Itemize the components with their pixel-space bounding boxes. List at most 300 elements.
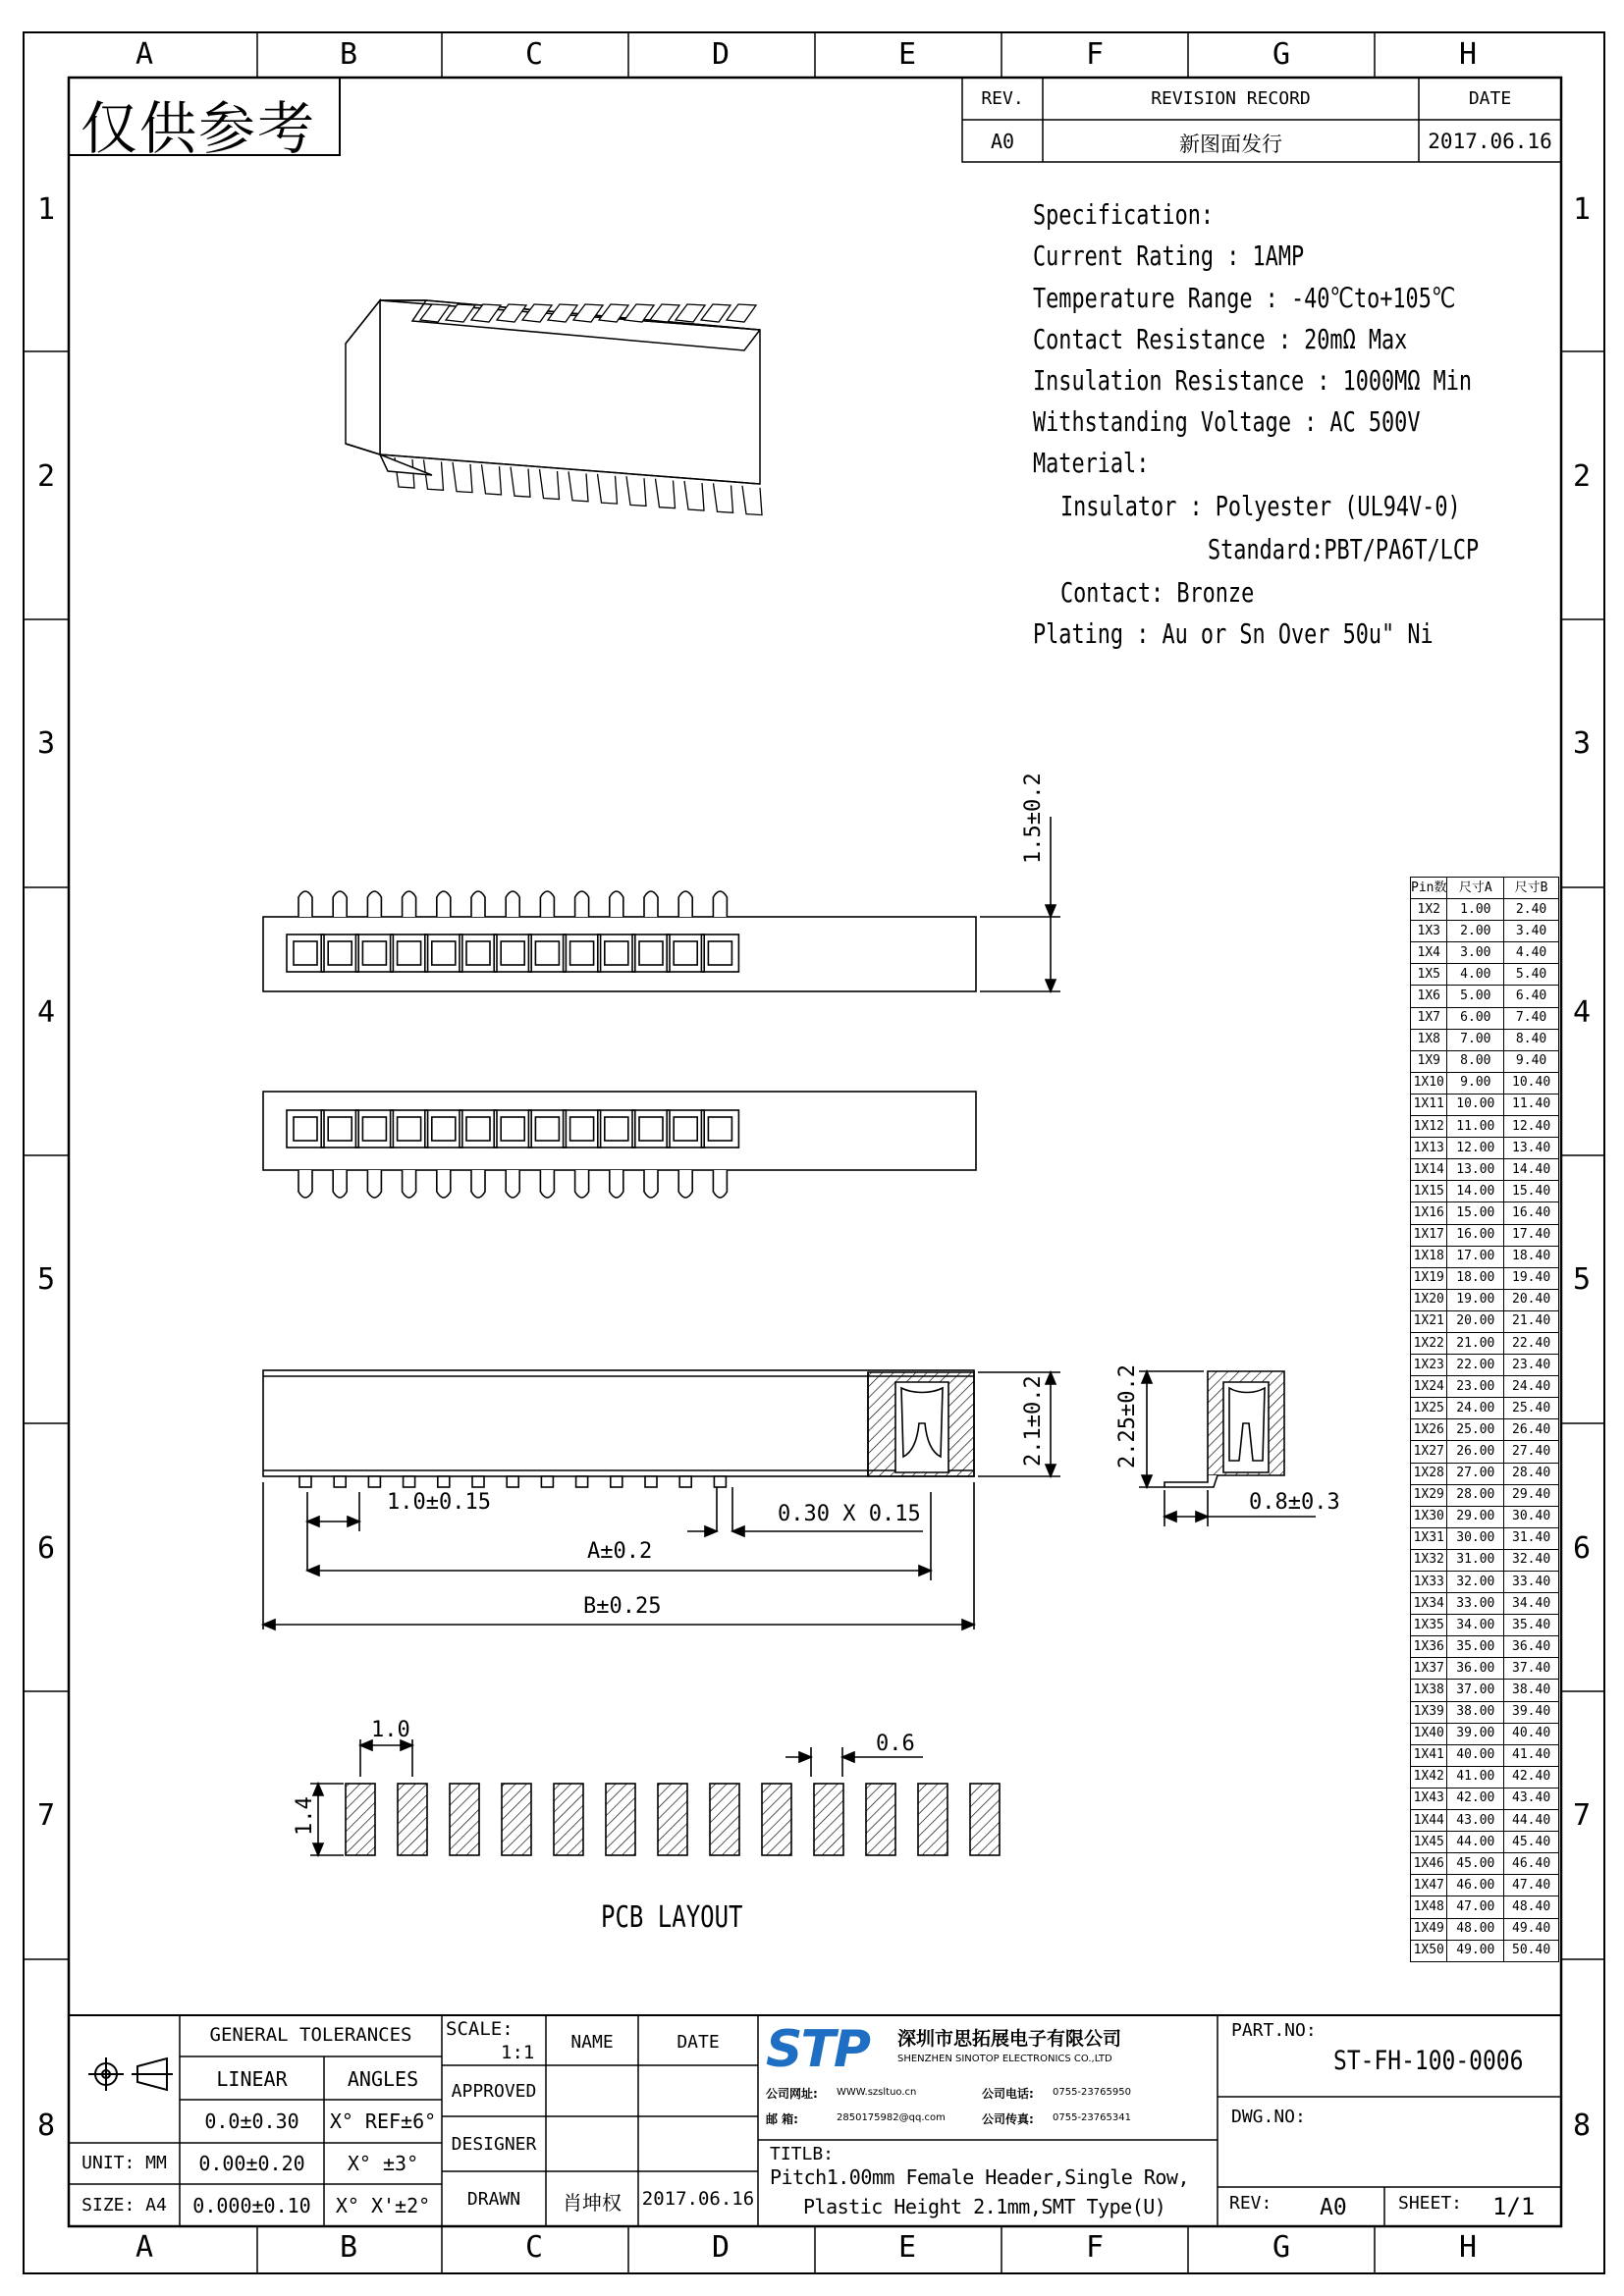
- pin-tail: [540, 1170, 554, 1198]
- smt-pin: [334, 1476, 346, 1487]
- iso-leg: [598, 474, 618, 504]
- col-label: A: [135, 2230, 154, 2265]
- table-cell-size-b: 22.40: [1504, 1332, 1559, 1354]
- iso-slot: [650, 304, 679, 322]
- table-cell-size-a: 14.00: [1447, 1181, 1504, 1202]
- dim-pitch: 1.0±0.15: [387, 1490, 491, 1515]
- row-label: 3: [1573, 726, 1592, 761]
- row-label: 3: [37, 726, 56, 761]
- table-cell-size-a: 7.00: [1447, 1029, 1504, 1050]
- smt-pin: [714, 1476, 726, 1487]
- table-cell-size-a: 32.00: [1447, 1572, 1504, 1593]
- table-cell-pins: 1X25: [1411, 1398, 1447, 1419]
- cavity-outer: [494, 934, 531, 972]
- cavity-inner: [605, 1117, 628, 1141]
- table-cell-pins: 1X10: [1411, 1072, 1447, 1094]
- pin-tail: [471, 891, 485, 917]
- iso-leg: [482, 464, 502, 495]
- smt-pin: [576, 1476, 588, 1487]
- col-label: B: [340, 37, 358, 72]
- table-cell-pins: 1X3: [1411, 921, 1447, 942]
- table-cell-size-b: 40.40: [1504, 1723, 1559, 1744]
- table-row: [1411, 1680, 1559, 1701]
- general-tolerances-label: GENERAL TOLERANCES: [209, 2024, 412, 2046]
- title-label: TITLB:: [770, 2144, 835, 2164]
- table-cell-pins: 1X23: [1411, 1355, 1447, 1376]
- table-cell-size-b: 8.40: [1504, 1029, 1559, 1050]
- col-label: C: [525, 37, 544, 72]
- angle-tol-1: X° REF±6°: [329, 2109, 437, 2133]
- pin-tail: [471, 1170, 485, 1198]
- iso-leg: [626, 476, 646, 506]
- table-cell-pins: 1X27: [1411, 1441, 1447, 1463]
- cavity-outer: [355, 934, 393, 972]
- smt-pin: [368, 1476, 380, 1487]
- col-label: E: [898, 2230, 917, 2265]
- table-cell-size-b: 9.40: [1504, 1050, 1559, 1072]
- pin-tail: [678, 1170, 692, 1198]
- cavity-inner: [362, 1117, 386, 1141]
- table-row: [1411, 1832, 1559, 1853]
- table-cell-size-b: 44.40: [1504, 1810, 1559, 1832]
- table-cell-size-a: 19.00: [1447, 1289, 1504, 1310]
- row-label: 5: [1573, 1262, 1592, 1297]
- table-cell-size-a: 43.00: [1447, 1810, 1504, 1832]
- cavity-outer: [425, 934, 462, 972]
- table-row: [1411, 1376, 1559, 1398]
- cavity-inner: [466, 941, 490, 965]
- table-cell-pins: 1X36: [1411, 1636, 1447, 1658]
- table-cell-pins: 1X46: [1411, 1853, 1447, 1875]
- cavity-inner: [535, 941, 559, 965]
- cavity-inner: [639, 941, 663, 965]
- cavity-outer: [528, 934, 566, 972]
- pin-dimension-table: [1410, 877, 1559, 1962]
- cavity-inner: [328, 941, 352, 965]
- table-cell-size-b: 18.40: [1504, 1246, 1559, 1267]
- table-cell-size-b: 30.40: [1504, 1506, 1559, 1527]
- cavity-outer: [598, 934, 635, 972]
- table-row: [1411, 986, 1559, 1007]
- table-row: [1411, 1766, 1559, 1788]
- cavity-outer: [632, 1110, 670, 1148]
- table-cell-size-a: 26.00: [1447, 1441, 1504, 1463]
- dim-b: B±0.25: [583, 1594, 662, 1619]
- cavity-inner: [294, 941, 317, 965]
- table-cell-pins: 1X7: [1411, 1007, 1447, 1029]
- row-label: 5: [37, 1262, 56, 1297]
- fax-value: 0755-23765341: [1053, 2112, 1131, 2123]
- cavity-inner: [294, 1117, 317, 1141]
- pin-tail: [403, 1170, 416, 1198]
- table-cell-size-b: 31.40: [1504, 1527, 1559, 1549]
- table-cell-size-a: 33.00: [1447, 1593, 1504, 1615]
- table-cell-size-a: 2.00: [1447, 921, 1504, 942]
- table-row: [1411, 1549, 1559, 1571]
- table-row: [1411, 1332, 1559, 1354]
- angle-tol-3: X° X'±2°: [335, 2194, 431, 2217]
- cavity-inner: [398, 1117, 421, 1141]
- table-cell-pins: 1X4: [1411, 942, 1447, 964]
- table-cell-size-b: 35.40: [1504, 1615, 1559, 1636]
- table-cell-pins: 1X47: [1411, 1875, 1447, 1896]
- cavity-inner: [674, 1117, 697, 1141]
- pcb-pad: [450, 1784, 479, 1855]
- table-cell-pins: 1X50: [1411, 1940, 1447, 1961]
- row-label: 4: [1573, 995, 1592, 1030]
- table-row: [1411, 1572, 1559, 1593]
- rev-header: REV.: [981, 88, 1024, 109]
- table-row: [1411, 1419, 1559, 1441]
- spec-plating: Plating : Au or Sn Over 50u" Ni: [1033, 617, 1434, 650]
- table-row: [1411, 1593, 1559, 1615]
- table-cell-size-a: 27.00: [1447, 1463, 1504, 1484]
- rev-label: REV:: [1229, 2193, 1272, 2214]
- cavity-inner: [466, 1117, 490, 1141]
- row-label: 2: [1573, 459, 1592, 494]
- table-cell-size-b: 11.40: [1504, 1094, 1559, 1115]
- table-cell-size-a: 23.00: [1447, 1376, 1504, 1398]
- pin-tail: [506, 1170, 519, 1198]
- table-cell-size-b: 16.40: [1504, 1202, 1559, 1224]
- spec-insulation: Insulation Resistance : 1000MΩ Min: [1033, 364, 1473, 397]
- pin-tail: [298, 891, 312, 917]
- cavity-outer: [321, 1110, 358, 1148]
- pcb-pad: [398, 1784, 427, 1855]
- table-cell-pins: 1X30: [1411, 1506, 1447, 1527]
- dim-pin-size: 0.30 X 0.15: [778, 1502, 921, 1526]
- col-label: H: [1459, 2230, 1478, 2265]
- dim-top-height: 1.5±0.2: [1021, 773, 1046, 864]
- table-cell-size-b: 46.40: [1504, 1853, 1559, 1875]
- table-cell-size-b: 21.40: [1504, 1310, 1559, 1332]
- row-label: 8: [37, 2109, 56, 2143]
- cavity-inner: [708, 941, 731, 965]
- table-cell-size-a: 30.00: [1447, 1527, 1504, 1549]
- cavity-outer: [321, 934, 358, 972]
- table-cell-size-b: 29.40: [1504, 1484, 1559, 1506]
- table-cell-pins: 1X43: [1411, 1788, 1447, 1809]
- table-cell-pins: 1X16: [1411, 1202, 1447, 1224]
- table-cell-size-b: 33.40: [1504, 1572, 1559, 1593]
- pcb-pad: [814, 1784, 843, 1855]
- cavity-outer: [564, 934, 601, 972]
- table-cell-pins: 1X26: [1411, 1419, 1447, 1441]
- row-label: 2: [37, 459, 56, 494]
- table-cell-size-a: 38.00: [1447, 1701, 1504, 1723]
- table-cell-pins: 1X28: [1411, 1463, 1447, 1484]
- drawn-name: 肖坤权: [563, 2191, 622, 2215]
- table-cell-size-b: 25.40: [1504, 1398, 1559, 1419]
- smt-pin: [438, 1476, 450, 1487]
- table-row: [1411, 1918, 1559, 1940]
- table-cell-pins: 1X6: [1411, 986, 1447, 1007]
- fax-label: 公司传真:: [982, 2112, 1034, 2126]
- spec-material: Material:: [1033, 447, 1150, 479]
- table-cell-size-b: 24.40: [1504, 1376, 1559, 1398]
- smt-pin: [472, 1476, 484, 1487]
- col-label: F: [1086, 37, 1105, 72]
- pcb-pad: [762, 1784, 791, 1855]
- table-cell-size-a: 22.00: [1447, 1355, 1504, 1376]
- smt-pin: [507, 1476, 518, 1487]
- row-label: 6: [37, 1531, 56, 1566]
- col-label: B: [340, 2230, 358, 2265]
- cavity-outer: [460, 934, 497, 972]
- row-label: 1: [1573, 192, 1592, 227]
- table-cell-size-b: 42.40: [1504, 1766, 1559, 1788]
- pin-tail: [713, 1170, 727, 1198]
- table-cell-size-a: 4.00: [1447, 964, 1504, 986]
- table-cell-size-a: 46.00: [1447, 1875, 1504, 1896]
- table-cell-size-a: 42.00: [1447, 1788, 1504, 1809]
- dim-pcb-pitch: 1.0: [371, 1718, 410, 1742]
- spec-standard: Standard:PBT/PA6T/LCP: [1208, 533, 1480, 565]
- table-cell-size-b: 15.40: [1504, 1181, 1559, 1202]
- table-row: [1411, 1853, 1559, 1875]
- table-cell-size-a: 8.00: [1447, 1050, 1504, 1072]
- dim-body-height: 2.1±0.2: [1021, 1375, 1046, 1467]
- pcb-layout: [310, 1739, 1000, 1855]
- table-cell-size-b: 5.40: [1504, 964, 1559, 986]
- table-row: [1411, 964, 1559, 986]
- row-label: 1: [37, 192, 56, 227]
- designer-label: DESIGNER: [451, 2134, 537, 2155]
- pin-tail: [367, 891, 381, 917]
- table-row: [1411, 921, 1559, 942]
- iso-leg: [684, 481, 704, 510]
- title-line-1: Pitch1.00mm Female Header,Single Row,: [770, 2165, 1190, 2189]
- table-cell-pins: 1X12: [1411, 1116, 1447, 1138]
- cavity-outer: [287, 1110, 324, 1148]
- spec-voltage: Withstanding Voltage : AC 500V: [1033, 405, 1421, 438]
- col-label: D: [712, 2230, 731, 2265]
- col-label: C: [525, 2230, 544, 2265]
- table-cell-size-b: 41.40: [1504, 1744, 1559, 1766]
- cavity-inner: [570, 1117, 594, 1141]
- dim-pcb-height: 1.4: [293, 1796, 317, 1836]
- table-cell-pins: 1X39: [1411, 1701, 1447, 1723]
- cavity-outer: [355, 1110, 393, 1148]
- linear-tol-1: 0.0±0.30: [204, 2109, 299, 2133]
- cavity-inner: [432, 941, 456, 965]
- cavity-outer: [667, 934, 704, 972]
- table-cell-size-a: 34.00: [1447, 1615, 1504, 1636]
- col-label: E: [898, 37, 917, 72]
- drawn-date: 2017.06.16: [641, 2188, 755, 2210]
- table-cell-size-b: 48.40: [1504, 1896, 1559, 1918]
- table-cell-size-b: 4.40: [1504, 942, 1559, 964]
- cavity-outer: [494, 1110, 531, 1148]
- table-cell-size-a: 15.00: [1447, 1202, 1504, 1224]
- pin-tail: [610, 891, 623, 917]
- drawn-label: DRAWN: [466, 2189, 521, 2210]
- iso-slot: [624, 304, 654, 322]
- table-cell-size-a: 6.00: [1447, 1007, 1504, 1029]
- col-label: D: [712, 37, 731, 72]
- table-row: [1411, 1527, 1559, 1549]
- iso-slot: [701, 304, 731, 322]
- table-cell-pins: 1X5: [1411, 964, 1447, 986]
- angle-tol-2: X° ±3°: [347, 2152, 419, 2175]
- table-cell-size-a: 10.00: [1447, 1094, 1504, 1115]
- table-cell-pins: 1X13: [1411, 1138, 1447, 1159]
- table-cell-size-a: 1.00: [1447, 899, 1504, 921]
- table-cell-size-a: 9.00: [1447, 1072, 1504, 1094]
- pin-tail: [367, 1170, 381, 1198]
- table-cell-size-b: 36.40: [1504, 1636, 1559, 1658]
- table-cell-size-a: 13.00: [1447, 1159, 1504, 1181]
- cavity-outer: [391, 934, 428, 972]
- pin-tail: [333, 891, 347, 917]
- pcb-pad: [554, 1784, 583, 1855]
- cavity-outer: [701, 934, 738, 972]
- linear-tol-3: 0.000±0.10: [192, 2194, 311, 2217]
- cavity-outer: [701, 1110, 738, 1148]
- table-cell-pins: 1X8: [1411, 1029, 1447, 1050]
- table-cell-size-a: 36.00: [1447, 1658, 1504, 1680]
- scale-value: 1:1: [501, 2042, 535, 2063]
- table-cell-pins: 1X40: [1411, 1723, 1447, 1744]
- table-cell-pins: 1X44: [1411, 1810, 1447, 1832]
- table-cell-size-a: 41.00: [1447, 1766, 1504, 1788]
- iso-slot: [727, 304, 756, 322]
- date-header: DATE: [1468, 88, 1512, 109]
- phone-value: 0755-23765950: [1053, 2087, 1131, 2098]
- reference-stamp: 仅供参考: [81, 95, 317, 162]
- pcb-pad: [346, 1784, 375, 1855]
- cavity-inner: [501, 1117, 524, 1141]
- table-cell-size-a: 24.00: [1447, 1398, 1504, 1419]
- web-value: WWW.szsltuo.cn: [837, 2087, 917, 2098]
- mail-value: 2850175982@qq.com: [837, 2112, 946, 2123]
- table-cell-size-b: 50.40: [1504, 1940, 1559, 1961]
- table-row: [1411, 1246, 1559, 1267]
- table-cell-size-a: 5.00: [1447, 986, 1504, 1007]
- table-cell-size-a: 28.00: [1447, 1484, 1504, 1506]
- dwg-no-label: DWG.NO:: [1231, 2107, 1306, 2127]
- pcb-pad: [710, 1784, 739, 1855]
- phone-label: 公司电话:: [982, 2087, 1034, 2101]
- name-header: NAME: [570, 2032, 614, 2053]
- table-cell-size-b: 39.40: [1504, 1701, 1559, 1723]
- table-cell-pins: 1X21: [1411, 1310, 1447, 1332]
- table-row: [1411, 1636, 1559, 1658]
- cavity-inner: [535, 1117, 559, 1141]
- col-label: G: [1272, 2230, 1291, 2265]
- table-cell-size-a: 47.00: [1447, 1896, 1504, 1918]
- table-row: [1411, 1810, 1559, 1832]
- table-row: [1411, 1007, 1559, 1029]
- table-cell-pins: 1X45: [1411, 1832, 1447, 1853]
- table-cell-size-a: 12.00: [1447, 1138, 1504, 1159]
- table-cell-pins: 1X41: [1411, 1744, 1447, 1766]
- table-row: [1411, 1744, 1559, 1766]
- table-cell-pins: 1X15: [1411, 1181, 1447, 1202]
- table-row: [1411, 1355, 1559, 1376]
- table-cell-pins: 1X2: [1411, 899, 1447, 921]
- table-cell-pins: 1X22: [1411, 1332, 1447, 1354]
- table-cell-size-a: 17.00: [1447, 1246, 1504, 1267]
- table-cell-pins: 1X33: [1411, 1572, 1447, 1593]
- col-label: G: [1272, 37, 1291, 72]
- smt-pin: [679, 1476, 691, 1487]
- table-cell-pins: 1X42: [1411, 1766, 1447, 1788]
- table-cell-size-b: 47.40: [1504, 1875, 1559, 1896]
- table-row: [1411, 1896, 1559, 1918]
- pcb-pad: [502, 1784, 531, 1855]
- iso-leg: [714, 483, 733, 512]
- table-cell-size-b: 43.40: [1504, 1788, 1559, 1809]
- table-cell-size-b: 14.40: [1504, 1159, 1559, 1181]
- table-header-size-b: 尺寸B: [1504, 878, 1559, 899]
- iso-leg: [511, 467, 530, 498]
- table-cell-pins: 1X17: [1411, 1224, 1447, 1246]
- pin-tail: [575, 1170, 589, 1198]
- cavity-outer: [667, 1110, 704, 1148]
- angles-label: ANGLES: [347, 2067, 419, 2091]
- pin-tail: [575, 891, 589, 917]
- table-row: [1411, 1267, 1559, 1289]
- table-cell-pins: 1X29: [1411, 1484, 1447, 1506]
- table-header-pins: Pin数: [1411, 878, 1447, 899]
- table-cell-size-a: 21.00: [1447, 1332, 1504, 1354]
- date-header: DATE: [677, 2032, 720, 2053]
- pcb-pad: [970, 1784, 1000, 1855]
- linear-tol-2: 0.00±0.20: [198, 2152, 305, 2175]
- table-row: [1411, 1289, 1559, 1310]
- table-cell-pins: 1X32: [1411, 1549, 1447, 1571]
- table-row: [1411, 1029, 1559, 1050]
- smt-pin: [541, 1476, 553, 1487]
- table-cell-size-b: 32.40: [1504, 1549, 1559, 1571]
- unit-label: UNIT: MM: [81, 2153, 167, 2173]
- smt-pin: [404, 1476, 415, 1487]
- table-cell-size-b: 17.40: [1504, 1224, 1559, 1246]
- table-cell-pins: 1X20: [1411, 1289, 1447, 1310]
- cavity-inner: [398, 941, 421, 965]
- spec-title: Specification:: [1033, 198, 1215, 231]
- table-cell-pins: 1X31: [1411, 1527, 1447, 1549]
- rev-value: A0: [1320, 2195, 1347, 2220]
- table-cell-size-a: 39.00: [1447, 1723, 1504, 1744]
- table-cell-pins: 1X9: [1411, 1050, 1447, 1072]
- cavity-inner: [432, 1117, 456, 1141]
- table-row: [1411, 1138, 1559, 1159]
- row-label: 7: [37, 1798, 56, 1833]
- pcb-pad: [606, 1784, 635, 1855]
- table-cell-size-b: 2.40: [1504, 899, 1559, 921]
- table-cell-size-b: 13.40: [1504, 1138, 1559, 1159]
- smt-pin: [299, 1476, 311, 1487]
- table-cell-size-b: 38.40: [1504, 1680, 1559, 1701]
- col-label: H: [1459, 37, 1478, 72]
- top-view: [263, 817, 1060, 991]
- table-cell-size-b: 20.40: [1504, 1289, 1559, 1310]
- mail-label: 邮 箱:: [766, 2112, 798, 2126]
- pin-tail: [713, 891, 727, 917]
- table-cell-size-a: 31.00: [1447, 1549, 1504, 1571]
- cavity-inner: [328, 1117, 352, 1141]
- pcb-pad: [918, 1784, 947, 1855]
- table-row: [1411, 1506, 1559, 1527]
- table-cell-pins: 1X14: [1411, 1159, 1447, 1181]
- company-logo: STP: [766, 2020, 870, 2079]
- table-cell-size-b: 37.40: [1504, 1658, 1559, 1680]
- col-label: A: [135, 37, 154, 72]
- part-no-value: ST-FH-100-0006: [1333, 2046, 1524, 2076]
- table-cell-size-b: 7.40: [1504, 1007, 1559, 1029]
